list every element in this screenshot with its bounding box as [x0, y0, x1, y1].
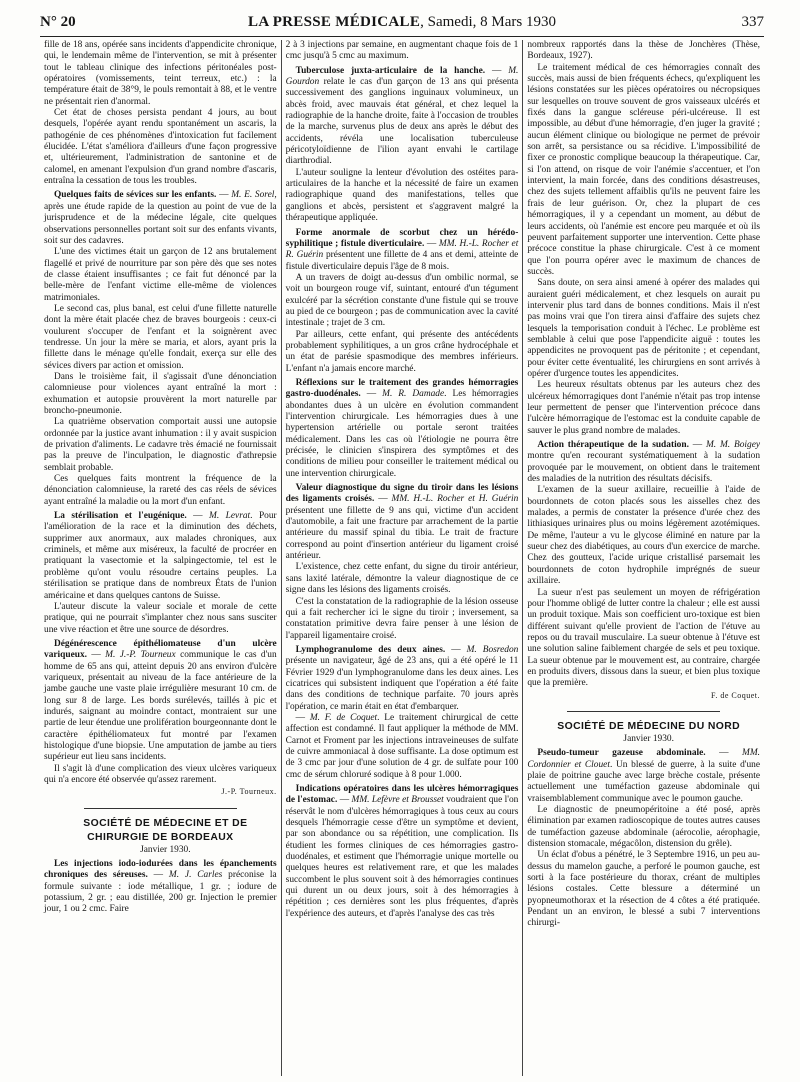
paragraph-text: présentent une fillette de 4 ans et demi, atteinte de fistule diverticulaire depuis l'âge de 8 mois.	[285, 250, 519, 272]
communication-title: Quelques faits de sévices sur les enfants.	[54, 190, 217, 201]
paragraph: C'est la constatation de la radiographie de la lésion osseuse qui a fait rechercher ici le signe du tiroir ; inversement, sa constatation primitive devra faire penser à une lésion de l'appareil ligamentaire croisé.	[285, 596, 519, 641]
author: M. Levrat	[209, 511, 251, 522]
paragraph: L'auteur discute la valeur sociale et morale de cette pratique, qui ne pourrait s'implanter chez nous sans susciter une vive réaction et être une source de désordres.	[44, 601, 277, 635]
paragraph-text: relate le cas d'un garçon de 13 ans qui présenta successivement des ganglions inguinaux volumineux, un abcès froid, avec mauvais état général, et chez lequel la radiographie de la hanche droite, faite à l'occasion de troubles de la marche, survenus plus de deux ans après le début des accidents, révéla une localisation tuberculeuse péricotyloïdienne de l'ilion ayant envahi le cartilage diarthrodial.	[285, 77, 519, 167]
page-header	[40, 10, 764, 37]
paragraph: 2 à 3 injections par semaine, en augmentant chaque fois de 1 cmc jusqu'à 5 cmc au maximum.	[285, 40, 519, 62]
paragraph-text: . Le traitement chirurgical de cette affection est condamné. Il faut appliquer la méthode de MM. Carnot et Froment par les injections intraveineuses de sulfate de cuivre ammoniacal à dose suffisante. La dose optimum est de 3 cmc par jour d'une solution de 4 gr. de sulfate pour 100 cmc de sérum chloruré sodique à 8 pour 1.000.	[285, 712, 519, 780]
communication-boigey: Action thérapeutique de la sudation. — M. M. Boigey montre qu'en recourant systématiquement à la sudation provoquée par le mouvement, on obtient dans le traitement des maladies de la nutrition des résultats décisifs.	[527, 440, 761, 485]
communication-damade: Réflexions sur le traitement des grandes hémorragies gastro-duodénales. — M. R. Damade. Les hémorragies abondantes dues à un ulcère en évolution commandent l'intervention chirurgicale. Les hémorragies dues à une hypertension artérielle ou portale seront traitées médicalement. Dans les cas où l'étiologie ne pourra être précisée, le clinicien s'inspirera des symptômes et des conditions de milieu pour conseiller le traitement médical ou une intervention chirurgicale.	[285, 377, 519, 479]
author: M. J.-P. Tourneux	[105, 650, 176, 661]
society-heading: SOCIÉTÉ DE MÉDECINE ET DE CHIRURGIE DE BORDEAUX	[83, 817, 248, 843]
author: M. J. Carles	[168, 870, 223, 881]
article-body	[40, 40, 764, 1076]
issue-date: , Samedi, 8 Mars 1930	[420, 14, 556, 30]
paragraph: La sueur n'est pas seulement un moyen de réfrigération pour l'homme obligé de lutter contre la chaleur ; elle est aussi un produit toxique. Mais son coefficient uro-toxique est bien différent suivant qu'elle provient de l'action de l'étuve au repos ou du travail musculaire. La sueur obtenue à l'étuve est une solution saline faiblement chargée de sels et peu toxique. La sueur obtenue par le mouvement est, au contraire, chargée en produits divers, dissous dans la sueur, et bien plus toxique que la première.	[527, 587, 761, 689]
paragraph: L'examen de la sueur axillaire, recueillie à l'aide de bourdonnets de coton placés sous les aisselles chez des malades, a permis de constater la présence d'urée chez des lithiasiques urinaires plus ou moins légèrement azotémiques. De même, l'auteur a vu le glycose éliminé en nature par la sueur chez des diabétiques, au cours d'un exercice de marche. Chez des goutteux, l'acide urique cristallisé parsemait les bourdonnets de coton hydrophile imprégnés de sueur axillaire.	[527, 485, 761, 587]
paragraph: Dans le troisième fait, il s'agissait d'une dénonciation calomnieuse pour violences ayant entraîné la mort : exhumation et autopsie prouvèrent la mort naturelle par broncho-pneumonie.	[44, 371, 277, 416]
author: MM. Cordonnier et Clouet	[527, 748, 761, 770]
divider	[84, 808, 237, 809]
divider	[567, 711, 720, 712]
paragraph-text: . Un blessé de guerre, à la suite d'une plaie de poitrine gauche avec large brèche costale, présente actuellement une tuméfaction gazeuse abdominale qui vraisemblablement communique avec le poumon gauche.	[527, 759, 761, 804]
communication-gourdon: Tuberculose juxta-articulaire de la hanche. — M. Gourdon relate le cas d'un garçon de 13 ans qui présenta successivement des ganglions inguinaux volumineux, un abcès froid, avec mauvais état général, et chez lequel la radiographie de la hanche droite, faite à l'occasion de troubles de la marche, survenus plus de deux ans après le début des accidents, révéla une localisation tuberculeuse péricotyloïdienne de l'ilion ayant envahi le cartilage diarthrodial.	[285, 65, 519, 167]
signature: F. de Coquet.	[711, 690, 761, 700]
communication-bosredon: Lymphogranulome des deux aines. — M. Bosredon présente un navigateur, âgé de 23 ans, qui a été opéré le 11 Février 1929 d'un lymphogranulome dans les deux aines. Les cicatrices qui subsistent indiquent que l'opération a été faite dans des conditions de technique parfaite. 70 jours après l'opération, ce marin était en état d'embarquer.	[285, 644, 519, 712]
communication-title: Tuberculose juxta-articulaire de la hanche.	[295, 65, 486, 76]
communication-title: Pseudo-tumeur gazeuse abdominale.	[537, 748, 706, 759]
paragraph-text: montre qu'en recourant systématiquement à la sudation provoquée par le mouvement, on obtient dans le traitement des maladies de la nutrition des résultats décisifs.	[527, 451, 761, 485]
paragraph: L'une des victimes était un garçon de 12 ans brutalement flagellé et privé de nourriture par son père dès que ses notes de classe étaient insuffisantes ; ce fait fut dénoncé par la belle-mère de l'enfant victime elle-même de violences matrimoniales.	[44, 247, 277, 303]
session-date: Janvier 1930.	[623, 733, 674, 744]
paragraph: fille de 18 ans, opérée sans incidents d'appendicite chronique, qui, le lendemain même de l'intervention, se mit à présenter tout le tableau clinique des infections péritonéales post-opératoires (vomissements, teint terreux, etc.) : la température était de 38°9, le pouls remontait à 88, et le ventre ne présentait rien d'anormal.	[44, 40, 277, 107]
author: MM. Lefèvre et Brousset	[351, 795, 444, 806]
paragraph: L'auteur souligne la lenteur d'évolution des ostéites para-articulaires de la hanche et la nécessité de faire un examen radiographique quand des manifestations, telles que ganglions et abcès, persistent et s'aggravent malgré la thérapeutique appliquée.	[285, 167, 519, 224]
author: M. Gourdon	[285, 65, 519, 88]
author: MM. H.-L. Rocher et H. Guérin	[391, 494, 519, 505]
author: M. E. Sorel	[231, 190, 275, 201]
paragraph: Les heureux résultats obtenus par les auteurs chez des ulcéreux hémorragiques dont l'anémie n'était pas trop intense leur permettent de penser que l'intervention précoce dans l'ulcère hémorragique de l'estomac est la conduite capable de sauver le plus grand nombre de malades.	[527, 380, 761, 436]
paragraph: Il s'agit là d'une complication des vieux ulcères variqueux qui n'a encore été observée qu'assez rarement.	[44, 763, 277, 785]
journal-name: LA PRESSE MÉDICALE	[248, 14, 421, 30]
paragraph: Un éclat d'obus a pénétré, le 3 Septembre 1916, un peu au-dessus du mamelon gauche, a perforé le poumon gauche, est sorti à la face postérieure du thorax, créant de multiples lésions costales. Cette blessure a déterminé un pyopneumothorax et la résection de 4 côtes a été pratiquée. Pendant un an environ, le blessé a subi 7 interventions chirurgi-	[527, 850, 761, 929]
communication-cordonnier: Pseudo-tumeur gazeuse abdominale. — MM. Cordonnier et Clouet. Un blessé de guerre, à la suite d'une plaie de poitrine gauche avec large brèche costale, présente actuellement une tuméfaction gazeuse abdominale qui vraisemblablement communique avec le poumon gauche.	[527, 748, 761, 804]
page-number: 337	[741, 14, 764, 30]
communication-title: Lymphogranulome des deux aines.	[295, 644, 446, 655]
paragraph: Le diagnostic de pneumopéritoine a été posé, après élimination par examen radioscopique de toutes autres causes de tuméfaction gazeuse abdominale (aérocolie, aérophagie, distension stomacale, mégacôlon, distension du grêle).	[527, 805, 761, 850]
paragraph-text: préconise la formule suivante : iode métallique, 1 gr. ; iodure de potassium, 2 gr. ; eau distillée, 200 gr. Injection le premier jour, 1 ou 2 cmc. Faire	[44, 870, 277, 915]
paragraph: nombreux rapportés dans la thèse de Jonchères (Thèse, Bordeaux, 1927).	[527, 40, 761, 62]
paragraph: Ces quelques faits montrent la fréquence de la dénonciation calomnieuse, la rareté des cas réels de sévices ayant entraîné la maladie ou la mort d'un enfant.	[44, 474, 277, 507]
paragraph: Par ailleurs, cette enfant, qui présente des antécédents probablement syphilitiques, a un gros crâne hydrocéphale et un état de parésie spasmodique des membres inférieurs. L'enfant n'a jamais encore marché.	[285, 329, 519, 374]
communication-rocher-scorbut: Forme anormale de scorbut chez un hérédo-syphilitique ; fistule diverticulaire. — MM. H.-L. Rocher et R. Guérin présentent une fillette de 4 ans et demi, atteinte de fistule diverticulaire depuis l'âge de 8 mois.	[285, 227, 519, 272]
paragraph-text: communique le cas d'un homme de 65 ans qui, atteint depuis 20 ans environ d'ulcère variqueux, présentait au niveau de la face antérieure de la jambe gauche une vaste plaie irrégulière mesurant 10 cm. de long sur 8 de large. Les bords surélevés, taillés à pic et indurés, saignant au moindre contact, montraient sur une partie de leur étendue une prolifération bourgeonnante dont le caractère épithéliomateux fut montré par l'examen histologique d'une biopsie. Une amputation de jambe au tiers supérieur eut lieu sans incidents.	[44, 650, 277, 763]
column-3	[523, 40, 764, 1076]
paragraph: Le second cas, plus banal, est celui d'une fillette naturelle dont la mère était placée chez de braves bourgeois : ceux-ci voulurent s'occuper de l'enfant et la soignèrent avec tendresse. Un jour la mère se maria, et alors, ayant pris la fillette dans le ménage qu'elle fondait, exerça sur elle des sévices divers par action et omission.	[44, 303, 277, 371]
communication-sorel: Quelques faits de sévices sur les enfants. — M. E. Sorel, après une étude rapide de la question au point de vue de la jurisprudence et de la médecine légale, cite quelques observations personnelles portant soit sur des enfants vivants, soit sur des cadavres.	[44, 190, 277, 246]
paragraph-text: . Les hémorragies abondantes dues à un ulcère en évolution commandent l'intervention chirurgicale. Les hémorragies dues à une hypertension artérielle ou portale seront traitées médicalement. Dans les cas où l'étiologie ne pourra être précisée, le clinicien s'inspirera des symptômes et des conditions de milieu pour conseiller le traitement médical ou une intervention chirurgicale.	[285, 389, 519, 479]
paragraph-text: présentent une fillette de 9 ans qui, victime d'un accident d'automobile, a fait une fracture par arrachement de la partie antérieure du massif spinal du tibia. Le trait de fracture correspond au point d'insertion antérieur du ligament croisé antérieur.	[285, 505, 519, 562]
communication-levrat: La stérilisation et l'eugénique. — M. Levrat. Pour l'amélioration de la race et la diminution des déchets, supprimer aux anormaux, aux malades chroniques, aux criminels, et même aux miséreux, la faculté de procréer en pratiquant la vasectomie et la salpingectomie, tel est le problème qu'ont voulu résoudre certains peuples. La stérilisation se pratique dans de nombreux États de l'union américaine et dans quelques cantons de Suisse.	[44, 511, 277, 601]
communication-title: Indications opératoires dans les ulcères hémorragiques de l'estomac.	[285, 784, 519, 806]
issue-number: N° 20	[40, 14, 76, 30]
communication-title: Action thérapeutique de la sudation.	[537, 440, 689, 451]
author: M. R. Damade	[382, 389, 445, 400]
author: M. M. Boigey	[706, 440, 761, 451]
society-heading: SOCIÉTÉ DE MÉDECINE DU NORD	[557, 720, 741, 732]
communication-tourneux: Dégénérescence épithéliomateuse d'un ulcère variqueux. — M. J.-P. Tourneux communique le cas d'un homme de 65 ans qui, atteint depuis 20 ans environ d'ulcère variqueux, présentait au niveau de la face antérieure de la jambe gauche une vaste plaie irrégulière mesurant 10 cm. de long sur 8 de large. Les bords surélevés, taillés à pic et indurés, saignant au moindre contact, montraient sur une partie de leur étendue une prolifération bourgeonnante dont le caractère épithéliomateux fut montré par l'examen histologique d'une biopsie. Une amputation de jambe au tiers supérieur eut lieu sans incidents.	[44, 638, 277, 763]
communication-title: La stérilisation et l'eugénique.	[54, 511, 187, 522]
paragraph: La quatrième observation comportait aussi une autopsie ordonnée par la justice avant inhumation : il y avait suspicion de privation d'aliments. Le cadavre très émacié ne fournissait pas la preuve de l'inculpation, le diagnostic d'athrepsie semblait probable.	[44, 417, 277, 473]
communication-carles: Les injections iodo-iodurées dans les épanchements chroniques des séreuses. — M. J. Carles préconise la formule suivante : iode métallique, 1 gr. ; iodure de potassium, 2 gr. ; eau distillée, 200 gr. Injection le premier jour, 1 ou 2 cmc. Faire	[44, 859, 277, 915]
author: MM. H.-L. Rocher et R. Guérin	[285, 238, 519, 261]
paragraph: L'existence, chez cette enfant, du signe du tiroir antérieur, sans laxité latérale, démontre la valeur diagnostique de ce signe dans les lésions des ligaments croisés.	[285, 562, 519, 596]
paragraph: Sans doute, on sera ainsi amené à opérer des malades qui auraient guéri médicalement, et chez lesquels on aurait pu intervenir plus tard dans de bonnes conditions. Mais il n'est pas moins vrai que l'on tirera ainsi d'affaire des sujets chez lesquels la temporisation conduit à l'échec. Le problème est semblable à celui que pose l'appendicite aiguë : toutes les appendicites ne provoquent pas de péritonite ; et cependant, pour éviter cette éventualité, les chirurgiens en sont arrivés à opérer d'urgence toutes les appendicites.	[527, 278, 761, 379]
communication-title: Les injections iodo-iodurées dans les épanchements chroniques des séreuses.	[44, 859, 277, 881]
signature: J.-P. Tourneux.	[221, 787, 277, 797]
paragraph-text: . Pour l'amélioration de la race et la diminution des déchets, supprimer aux anormaux, aux malades chroniques, aux criminels, et même aux miséreux, la faculté de procréer en pratiquant la vasectomie et la salpingectomie, tel est le problème qu'ont voulu résoudre certains peuples. La stérilisation se pratique dans de nombreux États de l'union américaine et dans quelques cantons de Suisse.	[44, 511, 277, 601]
paragraph: A un travers de doigt au-dessus d'un ombilic normal, se voit un bourgeon rouge vif, suintant, entouré d'un tégument exulcéré par la sécrétion constante d'une fistule qui se trouve au pied de ce bourgeon ; pas de communication avec la cavité intestinale ; trajet de 3 cm.	[285, 272, 519, 329]
communication-title: Valeur diagnostique du signe du tiroir dans les lésions des ligaments croisés.	[285, 483, 519, 505]
communication-lefevre: Indications opératoires dans les ulcères hémorragiques de l'estomac. — MM. Lefèvre et Brousset voudraient que l'on réservât le nom d'ulcères hémorragiques à tous ceux au cours desquels l'hémorragie cesse d'être un symptôme et devient, par son abondance ou sa répétition, une complication. Ils étudient les formes cliniques de ces hémorragies gastro-duodénales, et estiment que l'hémorragie unique mortelle ou quelques heures est relativement rare, et que les malades succombent le plus souvent soit à des hémorragies continues qui durent un ou deux jours, soit à des hémorragies à répétition ; ces dernières sont les plus fréquentes, d'après l'expérience des auteurs, et d'après l'analyse des cas très	[285, 784, 519, 919]
column-1	[40, 40, 281, 1076]
paragraph: Cet état de choses persista pendant 4 jours, au bout desquels, l'opérée ayant rendu spontanément un ascaris, la pathogénie de ces phénomènes d'intoxication fut facilement élucidée. L'état s'améliora d'ailleurs d'une façon progressive et, ultérieurement, l'administration de santonine et de calomel, en amenant l'expulsion d'un grand nombre d'ascaris, entraîna la cessation de tous les troubles.	[44, 108, 277, 187]
communication-rocher-tiroir: Valeur diagnostique du signe du tiroir dans les lésions des ligaments croisés. — MM. H.-L. Rocher et H. Guérin présentent une fillette de 9 ans qui, victime d'un accident d'automobile, a fait une fracture par arrachement de la partie antérieure du massif spinal du tibia. Le trait de fracture correspond au point d'insertion antérieur du ligament croisé antérieur.	[285, 483, 519, 562]
running-title	[40, 14, 764, 31]
author: M. Bosredon	[466, 644, 519, 655]
paragraph: — M. F. de Coquet. Le traitement chirurgical de cette affection est condamné. Il faut appliquer la méthode de MM. Carnot et Froment par les injections intraveineuses de sulfate de cuivre ammoniacal à dose suffisante. La dose optimum est de 3 cmc par jour d'une solution de 4 gr. de sulfate pour 100 cmc de sérum chloruré sodique à 8 pour 1.000.	[285, 712, 519, 780]
paragraph-text: présente un navigateur, âgé de 23 ans, qui a été opéré le 11 Février 1929 d'un lymphogranulome dans les deux aines. Les cicatrices qui subsistent indiquent que l'opération a été faite dans des conditions de technique parfaite. 70 jours après l'opération, ce marin était en état d'embarquer.	[285, 656, 519, 712]
paragraph: Le traitement médical de ces hémorragies connaît des succès, mais aussi de bien fréquents échecs, qu'expliquent les lésions constatées sur les pièces opératoires ou nécropsiques sur lesquelles on trouve souvent de gros vaisseaux ulcérés et fixés dans la gangue scléreuse péri-ulcéreuse. Il est impossible, au début d'une hémorragie, d'en juger la gravité ; aucun élément clinique ou biologique ne permet de prévoir son arrêt, sa persistance ou sa récidive. L'impossibilité de fixer ce pronostic complique beaucoup la thérapeutique. Car, si l'on attend, on risque de voir l'anémie s'accentuer, et l'on intervient, la main forcée, dans des conditions désastreuses, chez des sujets tellement affaiblis qu'ils ne peuvent faire les frais de leur guérison. Or, chez la plupart de ces hémorragiques, il y a cependant un moment, au début de leurs accidents, où l'anémie est encore peu marquée et où ils peuvent parfaitement supporter une intervention. Cette phase précoce constitue la phase chirurgicale. C'est à ce moment que l'on pourra opérer avec le maximum de chances de succès.	[527, 62, 761, 277]
paragraph-text: , après une étude rapide de la question au point de vue de la jurisprudence et de la médecine légale, cite quelques observations personnelles portant soit sur des enfants vivants, soit sur des cadavres.	[44, 190, 277, 246]
communication-title: Forme anormale de scorbut chez un hérédo-syphilitique ; fistule diverticulaire.	[285, 227, 519, 249]
communication-title: Dégénérescence épithéliomateuse d'un ulcère variqueux.	[44, 638, 277, 661]
author: M. F. de Coquet	[309, 712, 378, 723]
communication-title: Réflexions sur le traitement des grandes hémorragies gastro-duodénales.	[285, 377, 519, 400]
column-2	[281, 40, 524, 1076]
session-date: Janvier 1930.	[140, 844, 191, 855]
paragraph-text: voudraient que l'on réservât le nom d'ulcères hémorragiques à tous ceux au cours desquels l'hémorragie cesse d'être un symptôme et devient, par son abondance ou sa répétition, une complication. Ils étudient les formes cliniques de ces hémorragies gastro-duodénales, et estiment que l'hémorragie unique mortelle ou quelques heures est relativement rare, et que les malades succombent le plus souvent soit à des hémorragies continues qui durent un ou deux jours, soit à des hémorragies à répétition ; ces dernières sont les plus fréquentes, d'après l'expérience des auteurs, et d'après l'analyse des cas très	[285, 795, 519, 919]
